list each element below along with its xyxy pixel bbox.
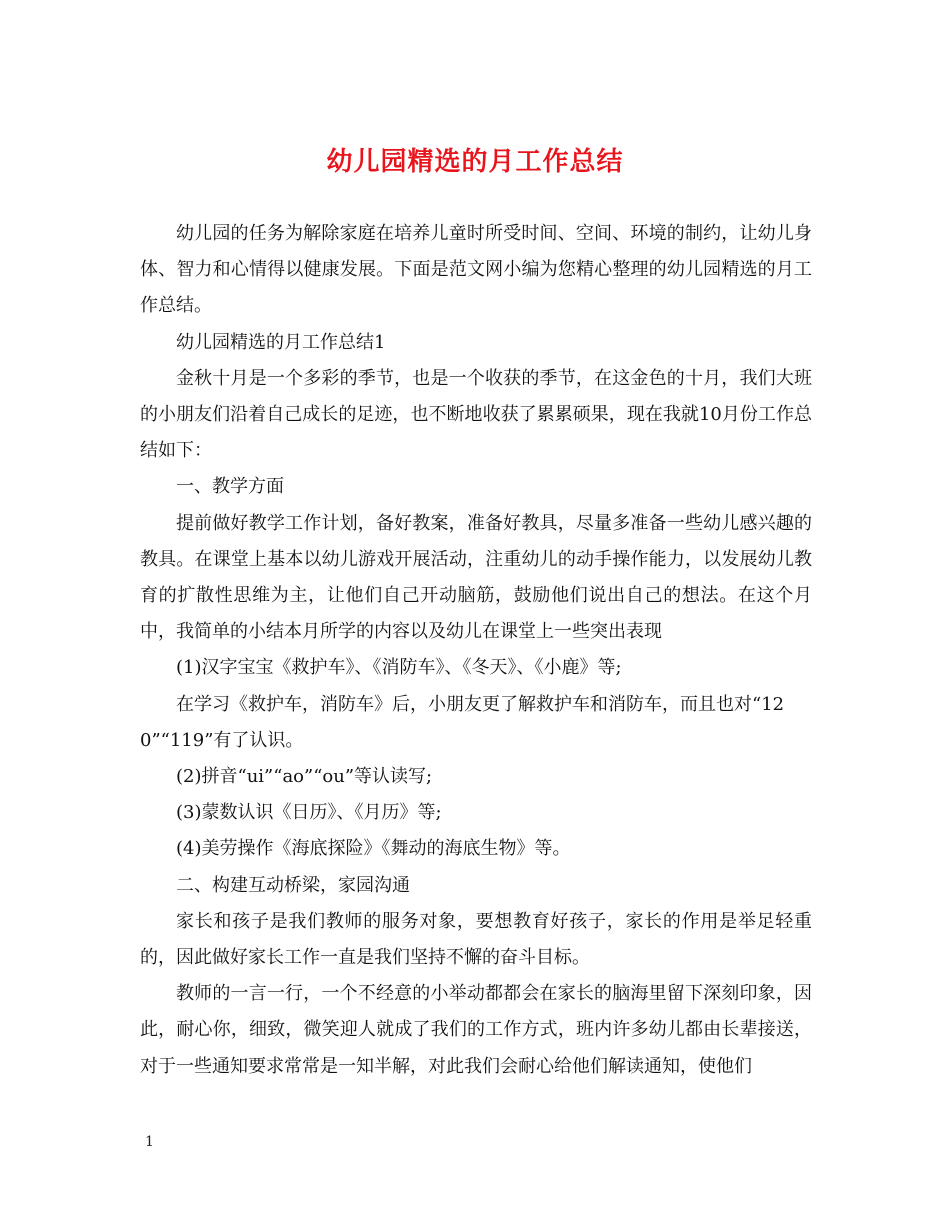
paragraph-teaching: 提前做好教学工作计划，备好教案，准备好教具，尽量多准备一些幼儿感兴趣的教具。在课堂上基本以幼儿游戏开展活动，注重幼儿的动手操作能力，以发展幼儿教育的扩散性思维为主，让他们自己开动脑筋，鼓励他们说出自己的想法。在这个月中，我简单的小结本月所学的内容以及幼儿在课堂上一些突出表现 <box>140 512 812 643</box>
section-heading-teaching: 一、教学方面 <box>176 476 284 498</box>
section-heading-communication: 二、构建互动桥梁，家园沟通 <box>176 874 410 896</box>
section-heading-summary-1: 幼儿园精选的月工作总结1 <box>176 331 386 353</box>
paragraph-ambulance: 在学习《救护车，消防车》后，小朋友更了解救护车和消防车，而且也对“120”“119”有了认识。 <box>140 693 785 751</box>
page-number: 1 <box>145 1134 154 1150</box>
paragraph-teacher-conduct: 教师的一言一行，一个不经意的小举动都都会在家长的脑海里留下深刻印象，因此，耐心你，细致，微笑迎人就成了我们的工作方式，班内许多幼儿都由长辈接送，对于一些通知要求常常是一知半解，对此我们会耐心给他们解读通知，使他们 <box>140 983 812 1077</box>
list-item-chinese-characters: (1)汉字宝宝《救护车》、《消防车》、《冬天》、《小鹿》等; <box>176 657 622 679</box>
paragraph-intro: 幼儿园的任务为解除家庭在培养儿童时所受时间、空间、环境的制约，让幼儿身体、智力和心情得以健康发展。下面是范文网小编为您精心整理的幼儿园精选的月工作总结。 <box>140 223 812 317</box>
paragraph-october: 金秋十月是一个多彩的季节，也是一个收获的季节，在这金色的十月，我们大班的小朋友们沿着自己成长的足迹，也不断地收获了累累硕果，现在我就10月份工作总结如下： <box>140 367 812 462</box>
list-item-pinyin: (2)拼音“ui”“ao”“ou”等认读写; <box>176 766 433 788</box>
paragraph-parents: 家长和孩子是我们教师的服务对象，要想教育好孩子，家长的作用是举足轻重的，因此做好家长工作一直是我们坚持不懈的奋斗目标。 <box>140 910 812 969</box>
document-title: 幼儿园精选的月工作总结 <box>326 147 624 177</box>
list-item-art: (4)美劳操作《海底探险》《舞动的海底生物》等。 <box>176 838 571 860</box>
document-body <box>140 216 812 1085</box>
list-item-math: (3)蒙数认识《日历》、《月历》等; <box>176 802 442 824</box>
